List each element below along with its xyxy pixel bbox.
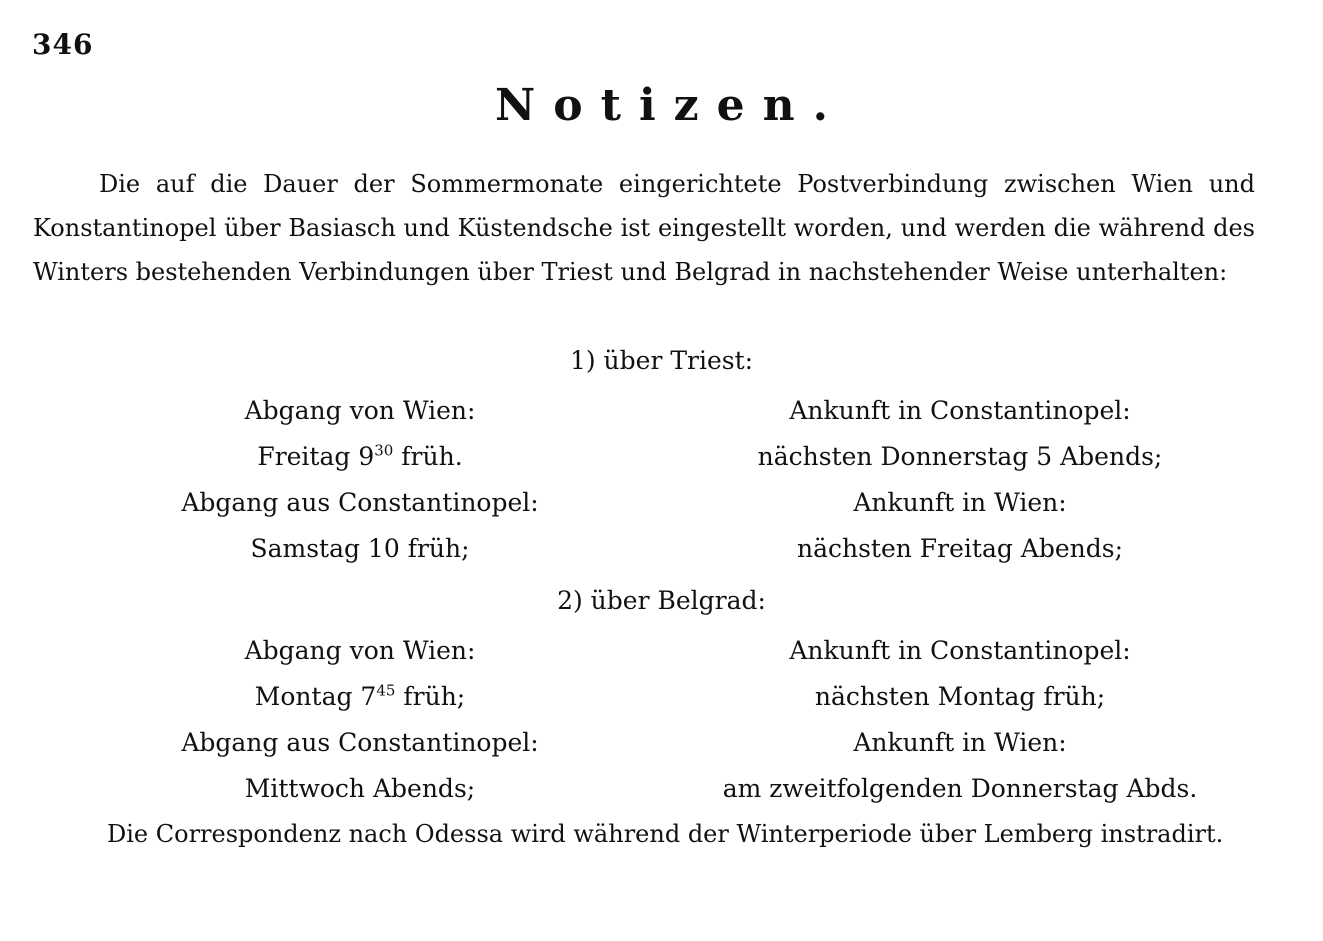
route-triest-arrivals <box>700 388 1220 572</box>
departure-const-time: Mittwoch Abends; <box>244 774 476 803</box>
departure-vienna-minutes: 45 <box>376 681 396 700</box>
departure-vienna-day: Montag 7 <box>254 682 377 711</box>
page-number: 346 <box>32 28 94 61</box>
route-heading-belgrad: 2) über Belgrad: <box>557 586 766 615</box>
closing-paragraph: Die Correspondenz nach Odessa wird während der Winterperiode über Lemberg instradirt. <box>107 820 1224 848</box>
route-heading-triest: 1) über Triest: <box>569 346 754 375</box>
departure-vienna-label: Abgang von Wien: <box>244 636 476 665</box>
route-triest-departures <box>110 388 610 572</box>
route-belgrad-departures <box>110 628 610 812</box>
departure-vienna-minutes: 30 <box>374 441 394 460</box>
departure-vienna-day: Freitag 9 <box>257 442 375 471</box>
departure-vienna-time <box>110 674 610 720</box>
departure-vienna-suffix: früh; <box>395 682 466 711</box>
departure-vienna-suffix: früh. <box>393 442 463 471</box>
departure-vienna-label: Abgang von Wien: <box>244 396 476 425</box>
page-title: Notizen. <box>495 80 846 131</box>
arrival-const-label: Ankunft in Constantinopel: <box>789 396 1131 425</box>
departure-vienna-time <box>110 434 610 480</box>
arrival-vienna-label: Ankunft in Wien: <box>853 488 1067 517</box>
arrival-const-time: nächsten Donnerstag 5 Abends; <box>757 442 1163 471</box>
arrival-vienna-label: Ankunft in Wien: <box>853 728 1067 757</box>
arrival-const-time: nächsten Montag früh; <box>814 682 1106 711</box>
departure-const-time: Samstag 10 früh; <box>250 534 470 563</box>
departure-const-label: Abgang aus Constantinopel: <box>181 488 539 517</box>
departure-const-label: Abgang aus Constantinopel: <box>181 728 539 757</box>
route-belgrad-arrivals <box>700 628 1220 812</box>
arrival-vienna-time: nächsten Freitag Abends; <box>796 534 1124 563</box>
arrival-vienna-time: am zweitfolgenden Donnerstag Abds. <box>722 774 1198 803</box>
intro-paragraph: Die auf die Dauer der Sommermonate eingerichtete Postverbindung zwischen Wien und Konstantinopel über Basiasch und Küstendsche ist eingestellt worden, und werden die während des Winters bestehenden Verbindungen über Triest und Belgrad in nachstehender Weise unterhalten: <box>33 170 1255 286</box>
arrival-const-label: Ankunft in Constantinopel: <box>789 636 1131 665</box>
